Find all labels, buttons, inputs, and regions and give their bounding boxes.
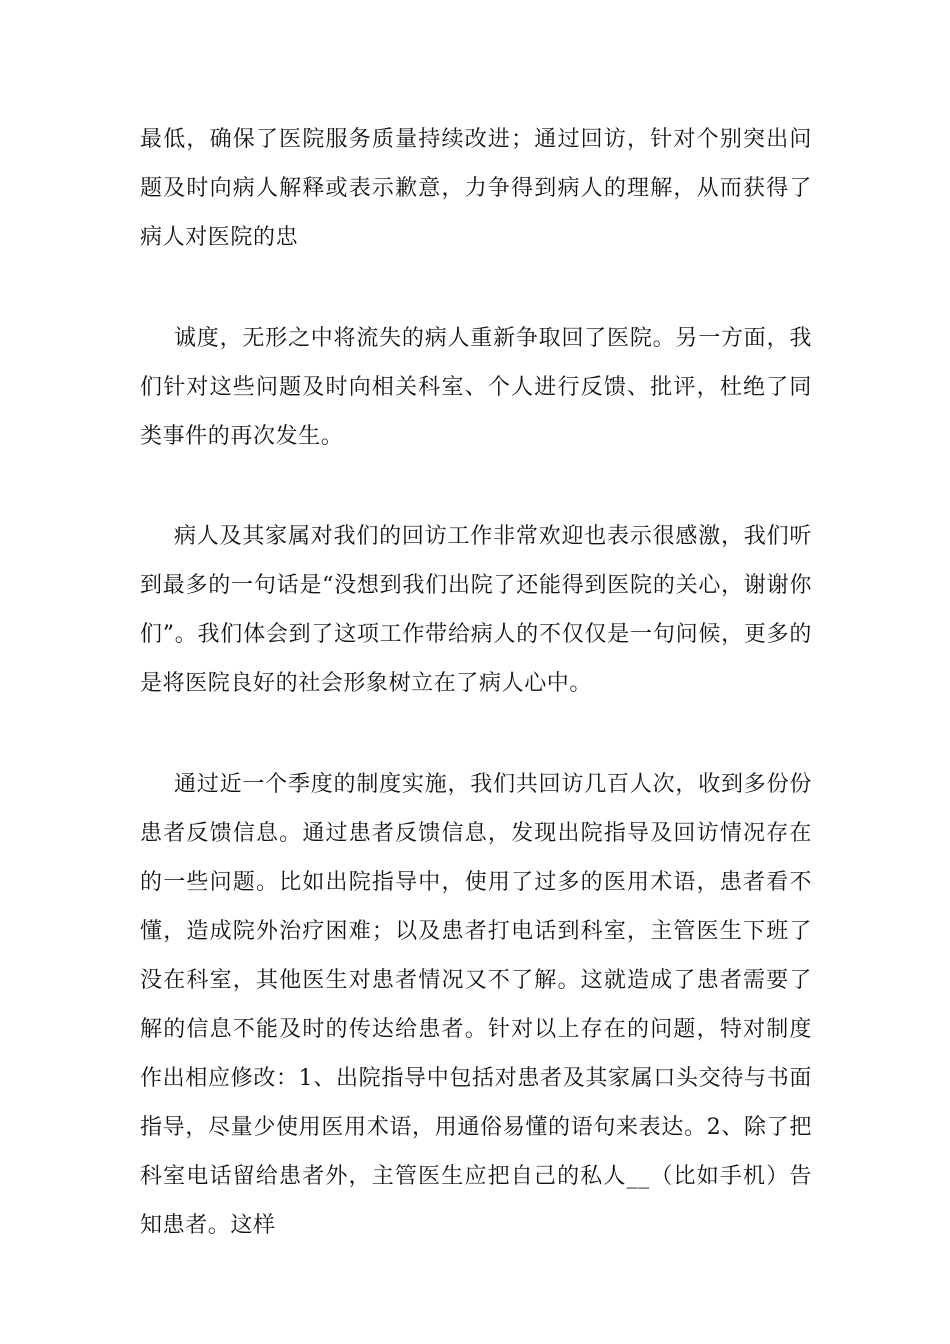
paragraph-3: 病人及其家属对我们的回访工作非常欢迎也表示很感激，我们听到最多的一句话是“没想到我们出院了还能得到医院的关心，谢谢你们”。我们体会到了这项工作带给病人的不仅仅是一句问候，更多的是将医院良好的社会形象树立在了病人心中。: [140, 524, 812, 696]
paragraph-4: 通过近一个季度的制度实施，我们共回访几百人次，收到多份份患者反馈信息。通过患者反馈信息，发现出院指导及回访情况存在的一些问题。比如出院指导中，使用了过多的医用术语，患者看不懂，造成院外治疗困难；以及患者打电话到科室，主管医生下班了没在科室，其他医生对患者情况又不了解。这就造成了患者需要了解的信息不能及时的传达给患者。针对以上存在的问题，特对制度作出相应修改：1、出院指导中包括对患者及其家属口头交待与书面指导，尽量少使用医用术语，用通俗易懂的语句来表达。2、除了把科室电话留给患者外，主管医生应把自己的私人__（比如手机）告知患者。这样: [140, 772, 812, 1238]
paragraph-1: 最低，确保了医院服务质量持续改进；通过回访，针对个别突出问题及时向病人解释或表示歉意，力争得到病人的理解，从而获得了病人对医院的忠: [140, 127, 812, 250]
paragraph-2: 诚度，无形之中将流失的病人重新争取回了医院。另一方面，我们针对这些问题及时向相关科室、个人进行反馈、批评，杜绝了同类事件的再次发生。: [140, 326, 812, 449]
